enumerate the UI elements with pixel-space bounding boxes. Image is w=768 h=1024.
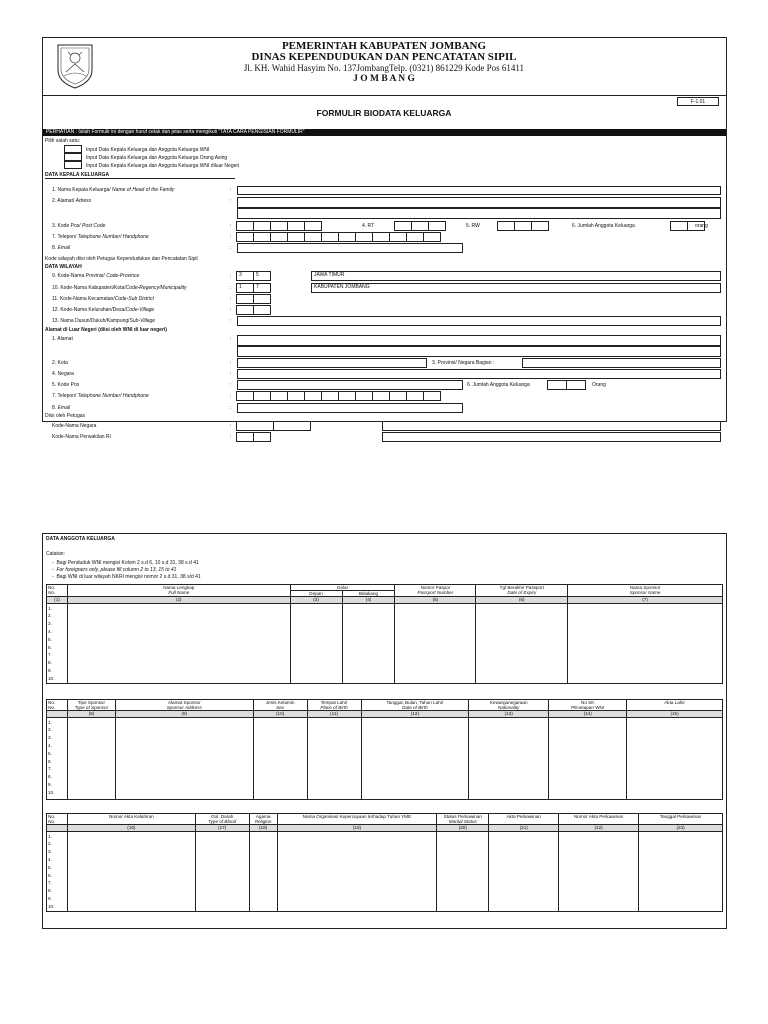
kode-wilayah-note: Kode wilayah diisi oleh Petugas Kependudukan dan Pencatatan Sipil <box>45 256 198 262</box>
nama-kk-input[interactable] <box>237 186 721 195</box>
label-ln-email: 8. Email <box>52 405 71 411</box>
kode-perwakilan-boxes[interactable] <box>237 432 271 442</box>
label-email: 8. Email <box>52 245 71 251</box>
alamat-input-2[interactable] <box>237 208 721 219</box>
label-kabupaten: 10. Kode-Nama Kabupaten/Kota/Code-Regency/Municipality <box>52 285 187 291</box>
nama-negara-input[interactable] <box>382 421 721 431</box>
telepon-boxes[interactable] <box>237 232 441 242</box>
ln-email-input[interactable] <box>237 403 463 413</box>
kabupaten-name[interactable]: KABUPATEN JOMBANG <box>311 283 721 293</box>
label-kecamatan: 11. Kode-Nama Kecamatan/Code-Sub District <box>52 296 154 302</box>
choose-label: Pilih salah satu: <box>45 138 81 144</box>
city-name: J O M B A N G <box>353 74 415 84</box>
provinsi-code[interactable]: 3 5 <box>237 271 271 281</box>
ln-kota-input[interactable] <box>237 358 427 368</box>
label-rt: 4. RT <box>362 223 375 229</box>
gov-name: PEMERINTAH KABUPATEN JOMBANG <box>281 40 487 52</box>
label-dusun: 13. Nama Dusun/Dukuh/Kampung/Sub-Village <box>52 318 156 324</box>
label-telepon: 7. Telepon/ Telephone Number/ Handphone <box>52 234 149 240</box>
label-rw: 5. RW <box>466 223 480 229</box>
row-numbers-t1: 1. 2. 3. 4. 5. 6. 7. 8. 9. 10. <box>47 603 68 683</box>
label-kode-perwakilan: Kode-Nama Perwakilan RI <box>52 434 111 440</box>
section-kepala: DATA KEPALA KELUARGA <box>45 172 235 179</box>
rt-boxes[interactable] <box>395 221 446 231</box>
note-wni: - Bagi Penduduk WNI mengisi Kolom 2 s.d 6, 10 s.d 31, 38 s.d 41 <box>52 560 199 566</box>
option-wni-ln-label: Input Data Kepala Keluarga dan Anggota Keluarga WNI diluar Negeri <box>86 163 240 169</box>
agency-name: DINAS KEPENDUDUKAN DAN PENCATATAN SIPIL <box>251 51 517 63</box>
rw-boxes[interactable] <box>498 221 549 231</box>
label-ln-orang: Orang <box>592 382 606 388</box>
ln-provinsi-input[interactable] <box>522 358 721 368</box>
anggota-table-3: No. No. Nomor Akta Kelahiran Gol. Darah Type of Blood Agama Religion Nama Organisasi Kepercayaan terhadap Tuhan YME Status Perkawinan Marital Status Akta Perkawinan Nomor Akta Perkawinan Tanggal Perkawinan (16) (17) (18) (19) (20) (21) (22) (23) 1. 2. 3. 4. 5. 6. 7. 8. 9. 10. <box>46 813 723 912</box>
label-ln-jumlah: 6. Jumlah Anggota Keluarga <box>467 382 530 388</box>
form-title: FORMULIR BIODATA KELUARGA <box>316 108 452 118</box>
note-wni-ln: - Bagi WNI di luar wilayah NKRI mengisi nomor 2 s.d 31, 38 s/d 41 <box>52 574 201 580</box>
ln-telepon-boxes[interactable] <box>237 391 441 401</box>
section-luar-negeri: Alamat di Luar Negeri (diisi oleh WNI di luar negeri) <box>45 327 167 333</box>
option-wna-checkbox[interactable] <box>64 153 82 161</box>
label-ln-provinsi: 3. Provinsi/ Negara Bagian : <box>432 360 495 366</box>
nama-perwakilan-input[interactable] <box>382 432 721 442</box>
dusun-input[interactable] <box>237 316 721 326</box>
row-numbers-t2: 1. 2. 3. 4. 5. 6. 7. 8. 9. 10. <box>47 717 68 799</box>
section-anggota: DATA ANGGOTA KELUARGA <box>46 536 115 542</box>
kabupaten-code[interactable]: 1 7 <box>237 283 271 293</box>
ln-kodepos-input[interactable] <box>237 380 463 390</box>
agency-address: Jl. KH. Wahid Hasyim No. 137JombangTelp. (0321) 861229 Kode Pos 61411 <box>243 63 525 73</box>
label-alamat: 2. Alamat/ Adress <box>52 198 92 204</box>
option-wni-ln-checkbox[interactable] <box>64 161 82 169</box>
option-wni-label: Input Data Kepala Keluarga dan Anggota Keluarga WNI <box>86 147 210 153</box>
label-ln-kota: 2. Kota <box>52 360 68 366</box>
anggota-table-1: No. No. Nama Lengkap Full Name Gelar Nomor Paspor Passport Number Tgl Berakhir Passport Date of Expiry Nama Sponsor Sponsor Name Depan Belakang (1) (2) (3) (4) (5) (6) (7) 1. 2. 3. 4. 5. 6. 7. 8. 9. 10. <box>46 584 723 684</box>
kodepos-boxes[interactable] <box>237 221 322 231</box>
option-wna-label: Input Data Kepala Keluarga dan Anggota Keluarga Orang Asing <box>86 155 228 161</box>
label-nama-kk: 1. Nama Kepala Keluarga/ Name of Head of the Family <box>52 187 175 193</box>
ln-negara-input[interactable] <box>237 369 721 379</box>
form-code: F-1.01 <box>677 97 719 106</box>
label-diisi-petugas: Diisi oleh Petugas <box>45 413 86 419</box>
option-wni-checkbox[interactable] <box>64 145 82 153</box>
row-numbers-t3: 1. 2. 3. 4. 5. 6. 7. 8. 9. 10. <box>47 831 68 911</box>
kecamatan-code[interactable] <box>237 294 271 304</box>
kelurahan-code[interactable] <box>237 305 271 315</box>
label-kelurahan: 12. Kode-Nama Kelurahan/Desa/Code-Village <box>52 307 155 313</box>
section-wilayah: DATA WILAYAH <box>45 264 82 270</box>
catatan-label: Catatan: <box>46 551 65 557</box>
label-kodepos: 3. Kode Pos/ Post Code <box>52 223 106 229</box>
label-ln-telepon: 7. Telepon/ Telephone Number/ Handphone <box>52 393 149 399</box>
label-kode-negara: Kode-Nama Negara <box>52 423 97 429</box>
notice-bar: PERHATIAN : Isilah Formulir ini dengan huruf cetak dan jelas serta mengikuti "TATA CARA PENGISIAN FORMULIR" <box>43 129 726 136</box>
provinsi-name[interactable]: JAWA TIMUR <box>311 271 721 281</box>
email-input[interactable] <box>237 243 463 253</box>
label-jumlah: 6. Jumlah Anggota Keluarga <box>572 223 635 229</box>
label-ln-kodepos: 5. Kode Pos <box>52 382 80 388</box>
label-orang: orang <box>695 223 708 229</box>
alamat-input-1[interactable] <box>237 197 721 208</box>
label-ln-negara: 4. Negara <box>52 371 74 377</box>
label-ln-alamat: 1. Alamat <box>52 336 73 342</box>
label-provinsi: 9. Kode-Nama Provinsi/ Code-Province <box>52 273 140 279</box>
ln-jumlah-boxes[interactable] <box>548 380 586 390</box>
ln-alamat-input-2[interactable] <box>237 346 721 357</box>
ln-alamat-input-1[interactable] <box>237 335 721 346</box>
kode-negara-boxes[interactable] <box>237 421 311 431</box>
note-foreigners: - For foreigners only, please fill column 2 to 13, 15 to 41 <box>52 567 177 573</box>
anggota-table-2: No. No. Tipe Sponsor Type of Sponsor Alamat Sponsor Sponsor Address Jenis Kelamin Sex Tempat Lahir Place of Birth Tanggal, Bulan, Tahun Lahir Date of Birth Kewarganegaraan Nationality No SK PEnetapan WNI Akta Lahir (8) (9) (10) (11) (12) (13) (14) (15) 1. 2. 3. 4. 5. 6. 7. 8. 9. 10. <box>46 699 723 800</box>
